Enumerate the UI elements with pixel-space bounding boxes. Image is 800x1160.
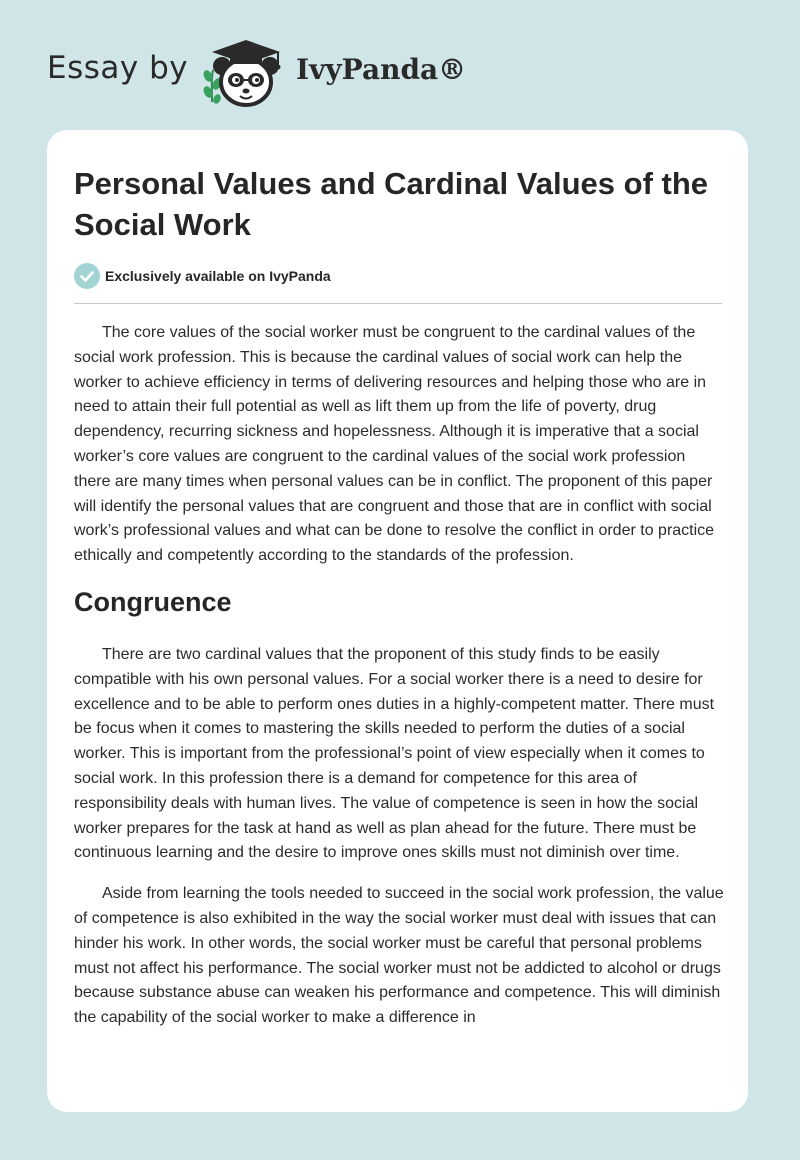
exclusive-badge	[74, 263, 331, 289]
section-heading: Congruence	[74, 586, 232, 617]
essay-card	[47, 130, 748, 1112]
body-paragraph: There are two cardinal values that the proponent of this study finds to be easily compatible with his own personal values. For a social worker there is a need to desire for excellence and to be able to perform ones duties in a highly-competent matter. There must be focus when it comes to mastering the skills needed to perform the duties of a social worker. This is important from the professional’s point of view especially when it comes to social work. In this profession there is a demand for competence for this area of responsibility deals with human lives. The value of competence is seen in how the social worker prepares for the task at hand as well as plan ahead for the future. There must be continuous learning and the desire to improve ones skills must not diminish over time.	[74, 645, 715, 862]
panda-graduate-icon[interactable]	[200, 36, 292, 108]
page-title: Personal Values and Cardinal Values of the Social Work	[74, 166, 709, 242]
essay-body	[74, 321, 724, 1047]
brand-name[interactable]: IvyPanda®	[296, 53, 467, 86]
brand-prefix: Essay by	[47, 50, 189, 86]
site-header	[0, 0, 800, 130]
divider	[74, 303, 722, 304]
body-paragraph: Aside from learning the tools needed to succeed in the social work profession, the value of competence is also exhibited in the way the social worker must deal with issues that can hinder his work. In other words, the social worker must be careful that personal problems must not affect his performance. The social worker must not be addicted to alcohol or drugs because substance abuse can weaken his performance and competence. This will diminish the capability of the social worker to make a difference in	[74, 885, 724, 1027]
intro-paragraph: The core values of the social worker must be congruent to the cardinal values of the social work profession. This is because the cardinal values of social work can help the worker to achieve efficiency in terms of delivering resources and helping those who are in need to attain their full potential as well as lift them up from the life of poverty, drug dependency, recurring sickness and hopelessness. Although it is imperative that a social worker’s core values are congruent to the cardinal values of the social work profession there are many times when personal values can be in conflict. The proponent of this paper will identify the personal values that are congruent and those that are in conflict with social work’s professional values and what can be done to resolve the conflict in order to practice ethically and competently according to the standards of the profession.	[74, 324, 715, 565]
badge-text: Exclusively available on IvyPanda	[105, 268, 331, 284]
check-circle-icon	[74, 263, 100, 289]
